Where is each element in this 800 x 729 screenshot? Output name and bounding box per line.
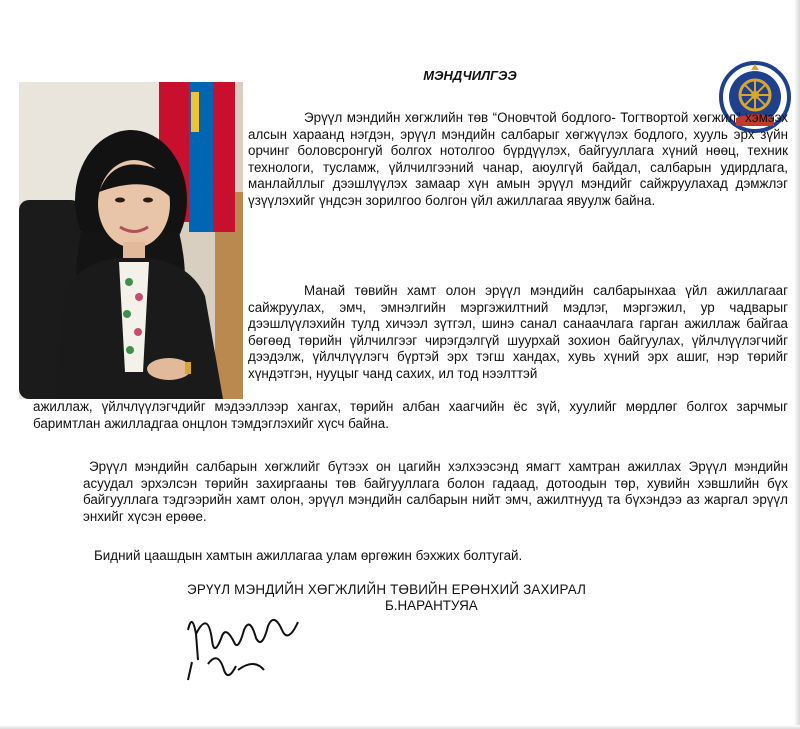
signatory-name: Б.НАРАНТУЯА [385,598,478,613]
page-right-shadow [794,0,800,729]
page-title: МЭНДЧИЛГЭЭ [423,68,517,83]
paragraph-team-text: Манай төвийн хамт олон эрүүл мэндийн салбарынхаа үйл ажиллагааг сайжруулах, эмч, эмнэлгийн мэргэжилтний мэдлэг, мэргэжил, ур чадварыг дээшлүүлэхийн тулд хичээл зүтгэл, шинэ санал санаачлага гарган ажиллаж байгаа бөгөөд төрийн үйлчилгээг чирэгдэлгүй шуурхай зохион байгуулах, үйлчлүүлэгчийг дээдэлж, үйлчлүүлэгч бүртэй эрх тэгш хандах, хувь хүний эрх ашиг, нэр төрийг хүндэтгэн, нууцыг чанд сахих, ил тод нээлттэй [248,283,788,381]
paragraph-wishes: Эрүүл мэндийн салбарын хөгжлийг бүтээх он цагийн хэлхээсэнд ямагт хамтран ажиллах Эрүүл мэндийн асуудал эрхэлсэн төрийн захиргааны төв байгууллага болон гадаад, дотоодын төр, хувийн хэвшлийн бүх байгууллага тэдгээрийн хамт олон, эрүүл мэндийн салбарын нийт эмч, ажилтнууд та бүхэндээ аз жаргал эрүүл энхийг хүсэн ерөөе. [83,459,788,524]
signatory-title: ЭРҮҮЛ МЭНДИЙН ХӨГЖЛИЙН ТӨВИЙН ЕРӨНХИЙ ЗАХИРАЛ [187,582,587,597]
flag-red-right [213,82,235,232]
closing-line: Бидний цаашдын хамтын ажиллагаа улам өргөжин бэхжих болтугай. [94,548,523,563]
paragraph-mission [248,110,788,210]
page-bottom-shadow [0,725,800,729]
portrait-illustration [19,82,243,399]
paragraph-mission-text: Эрүүл мэндийн хөгжлийн төв “Оновчтой бодлого- Тогтвортой хөгжил” хэмээх алсын хараанд нэгдэн, эрүүл мэндийн салбарыг хөгжүүлэх бодлого, хууль эрх зүйн орчинг боловсронгуй болгох нотолгоо бүрдүүлэх, байгууллага хүний нөөц, техник технологи, тусламж, үйлчилгээний чанар, аюулгүй байдал, салбарын удирдлага, манлайллыг дээшлүүлэх замаар хүн амын эрүүл мэндийг сайжруулахад дэмжлэг үзүүлэхийг үндсэн зорилгоо болгон үйл ажиллагаа явуулж байна. [248,110,788,208]
paragraph-team-intro [248,283,788,383]
paragraph-team-continued: ажиллаж, үйлчлүүлэгчдийг мэдээллээр хангах, төрийн албан хаагчийн ёс зүй, хуулийг мөрдлөг болгох зарчмыг баримтлан ажилладгаа онцлон тэмдэглэхийг хүсч байна. [33,399,788,431]
handwritten-signature [178,600,318,690]
director-portrait-photo [19,82,243,399]
